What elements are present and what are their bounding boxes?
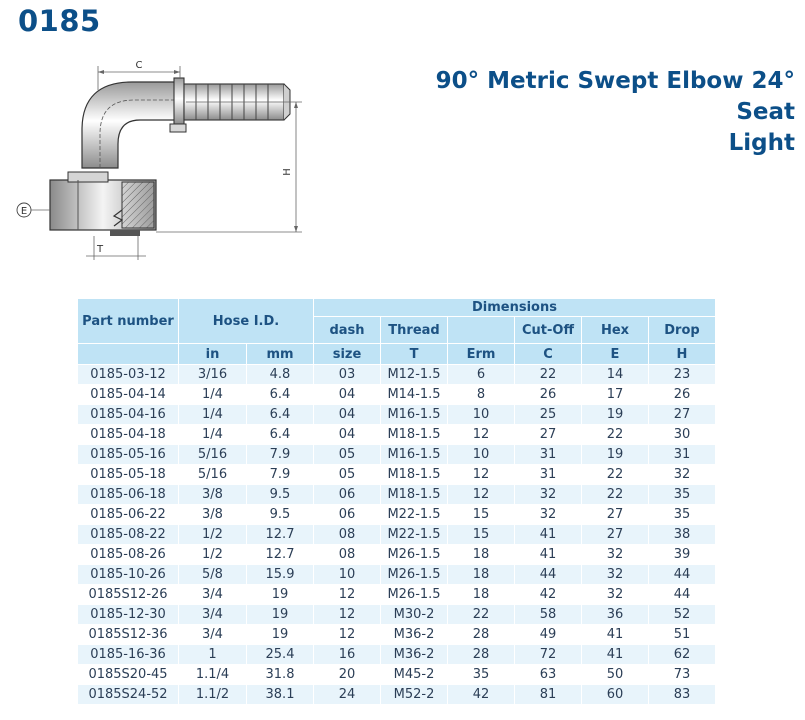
cell-hose-in: 3/4 — [179, 585, 247, 605]
cell-hose-mm: 19 — [247, 625, 314, 645]
label-t: T — [96, 244, 104, 255]
cell-thread: M14-1.5 — [381, 385, 448, 405]
cell-hose-in: 3/8 — [179, 485, 247, 505]
cell-hose-mm: 12.7 — [247, 525, 314, 545]
cell-thread: M12-1.5 — [381, 365, 448, 385]
dimension-t — [86, 236, 146, 260]
cell-hex: 32 — [582, 585, 649, 605]
cell-thread: M45-2 — [381, 665, 448, 685]
cell-dash-size: 10 — [314, 565, 381, 585]
cell-cutoff: 63 — [515, 665, 582, 685]
cell-dash-size: 16 — [314, 645, 381, 665]
label-h: H — [282, 168, 293, 176]
cell-thread: M36-2 — [381, 625, 448, 645]
cell-hex: 22 — [582, 465, 649, 485]
cell-dash-size: 08 — [314, 525, 381, 545]
table-row — [78, 565, 716, 585]
cell-thread: M26-1.5 — [381, 585, 448, 605]
cell-hose-mm: 31.8 — [247, 665, 314, 685]
cell-hose-mm: 4.8 — [247, 365, 314, 385]
dimension-e — [17, 203, 50, 217]
cell-part-number: 0185S12-26 — [78, 585, 179, 605]
cell-hose-mm: 9.5 — [247, 485, 314, 505]
cell-part-number: 0185S20-45 — [78, 665, 179, 685]
label-c: C — [135, 60, 143, 71]
cell-thread: M16-1.5 — [381, 445, 448, 465]
cell-drop: 35 — [649, 485, 716, 505]
cell-hex: 14 — [582, 365, 649, 385]
cell-dash-size: 06 — [314, 485, 381, 505]
header-hex: Hex — [582, 317, 649, 344]
cell-hose-in: 1/4 — [179, 425, 247, 445]
cell-hex: 22 — [582, 425, 649, 445]
cell-erm: 15 — [448, 525, 515, 545]
cell-part-number: 0185-12-30 — [78, 605, 179, 625]
cell-drop: 39 — [649, 545, 716, 565]
cell-hose-in: 3/8 — [179, 505, 247, 525]
cell-drop: 26 — [649, 385, 716, 405]
cell-cutoff: 81 — [515, 685, 582, 705]
table-row — [78, 625, 716, 645]
cell-part-number: 0185-04-14 — [78, 385, 179, 405]
cell-part-number: 0185-03-12 — [78, 365, 179, 385]
cell-erm: 18 — [448, 545, 515, 565]
cell-hex: 19 — [582, 405, 649, 425]
header-hose-id: Hose I.D. — [179, 299, 314, 344]
cell-erm: 8 — [448, 385, 515, 405]
cell-erm: 42 — [448, 685, 515, 705]
table-row — [78, 545, 716, 565]
cell-erm: 10 — [448, 445, 515, 465]
cell-drop: 32 — [649, 465, 716, 485]
cell-drop: 35 — [649, 505, 716, 525]
cell-hose-mm: 19 — [247, 605, 314, 625]
cell-hose-in: 1.1/4 — [179, 665, 247, 685]
cell-hose-mm: 15.9 — [247, 565, 314, 585]
table-row — [78, 465, 716, 485]
cell-hex: 50 — [582, 665, 649, 685]
cell-drop: 62 — [649, 645, 716, 665]
cell-thread: M18-1.5 — [381, 425, 448, 445]
cell-hose-in: 5/16 — [179, 465, 247, 485]
cell-drop: 23 — [649, 365, 716, 385]
cell-dash-size: 05 — [314, 465, 381, 485]
unit-dash: size — [314, 344, 381, 365]
cell-cutoff: 32 — [515, 505, 582, 525]
header-part-number: Part number — [78, 299, 179, 344]
table-row — [78, 365, 716, 385]
cell-part-number: 0185S12-36 — [78, 625, 179, 645]
cell-hex: 22 — [582, 485, 649, 505]
cell-hose-in: 1 — [179, 645, 247, 665]
cell-thread: M22-1.5 — [381, 525, 448, 545]
table-row — [78, 685, 716, 705]
cell-hose-mm: 9.5 — [247, 505, 314, 525]
elbow-body — [82, 82, 178, 168]
cell-erm: 12 — [448, 425, 515, 445]
cell-erm: 6 — [448, 365, 515, 385]
cell-erm: 18 — [448, 585, 515, 605]
cell-drop: 52 — [649, 605, 716, 625]
cell-drop: 83 — [649, 685, 716, 705]
table-row — [78, 485, 716, 505]
cell-dash-size: 12 — [314, 605, 381, 625]
cell-hose-in: 3/16 — [179, 365, 247, 385]
cell-thread: M18-1.5 — [381, 465, 448, 485]
cell-erm: 10 — [448, 405, 515, 425]
cell-dash-size: 04 — [314, 405, 381, 425]
cell-part-number: 0185S24-52 — [78, 685, 179, 705]
cell-erm: 28 — [448, 645, 515, 665]
cell-drop: 73 — [649, 665, 716, 685]
cell-cutoff: 26 — [515, 385, 582, 405]
title-line-1: 90° Metric Swept Elbow 24° Seat — [435, 68, 795, 125]
cell-drop: 51 — [649, 625, 716, 645]
hex-nut — [50, 172, 156, 236]
cell-hex: 19 — [582, 445, 649, 465]
header-erm — [448, 317, 515, 344]
table-row — [78, 605, 716, 625]
cell-dash-size: 05 — [314, 445, 381, 465]
cell-cutoff: 32 — [515, 485, 582, 505]
cell-hose-in: 1/2 — [179, 525, 247, 545]
cell-erm: 12 — [448, 465, 515, 485]
cell-erm: 22 — [448, 605, 515, 625]
cell-hose-mm: 6.4 — [247, 385, 314, 405]
cell-part-number: 0185-04-18 — [78, 425, 179, 445]
table-row — [78, 385, 716, 405]
unit-thread: T — [381, 344, 448, 365]
cell-cutoff: 31 — [515, 465, 582, 485]
cell-thread: M26-1.5 — [381, 545, 448, 565]
cell-hex: 41 — [582, 645, 649, 665]
unit-hex: E — [582, 344, 649, 365]
cell-cutoff: 41 — [515, 525, 582, 545]
unit-part-number — [78, 344, 179, 365]
cell-hose-mm: 12.7 — [247, 545, 314, 565]
cell-thread: M26-1.5 — [381, 565, 448, 585]
unit-erm: Erm — [448, 344, 515, 365]
cell-part-number: 0185-10-26 — [78, 565, 179, 585]
unit-cutoff: C — [515, 344, 582, 365]
cell-thread: M30-2 — [381, 605, 448, 625]
cell-hex: 32 — [582, 565, 649, 585]
product-title — [375, 66, 795, 159]
cell-hose-in: 5/16 — [179, 445, 247, 465]
cell-hose-mm: 38.1 — [247, 685, 314, 705]
cell-thread: M16-1.5 — [381, 405, 448, 425]
table-row — [78, 425, 716, 445]
header-dimensions: Dimensions — [314, 299, 716, 317]
cell-part-number: 0185-05-16 — [78, 445, 179, 465]
cell-cutoff: 27 — [515, 425, 582, 445]
cell-dash-size: 20 — [314, 665, 381, 685]
cell-hex: 17 — [582, 385, 649, 405]
cell-erm: 15 — [448, 505, 515, 525]
cell-part-number: 0185-08-26 — [78, 545, 179, 565]
table-row — [78, 505, 716, 525]
cell-drop: 44 — [649, 585, 716, 605]
cell-cutoff: 44 — [515, 565, 582, 585]
cell-part-number: 0185-16-36 — [78, 645, 179, 665]
cell-hose-mm: 7.9 — [247, 465, 314, 485]
cell-dash-size: 04 — [314, 385, 381, 405]
cell-drop: 31 — [649, 445, 716, 465]
cell-part-number: 0185-08-22 — [78, 525, 179, 545]
cell-thread: M36-2 — [381, 645, 448, 665]
cell-part-number: 0185-05-18 — [78, 465, 179, 485]
cell-hose-mm: 7.9 — [247, 445, 314, 465]
unit-mm: mm — [247, 344, 314, 365]
cell-drop: 30 — [649, 425, 716, 445]
cell-hex: 27 — [582, 505, 649, 525]
cell-erm: 12 — [448, 485, 515, 505]
table-row — [78, 645, 716, 665]
dimensions-table — [77, 298, 716, 705]
cell-cutoff: 25 — [515, 405, 582, 425]
table-row — [78, 585, 716, 605]
cell-dash-size: 12 — [314, 585, 381, 605]
unit-in: in — [179, 344, 247, 365]
unit-drop: H — [649, 344, 716, 365]
cell-dash-size: 08 — [314, 545, 381, 565]
cell-hex: 32 — [582, 545, 649, 565]
cell-cutoff: 22 — [515, 365, 582, 385]
cell-hex: 27 — [582, 525, 649, 545]
cell-dash-size: 04 — [314, 425, 381, 445]
cell-hose-mm: 19 — [247, 585, 314, 605]
cell-part-number: 0185-04-16 — [78, 405, 179, 425]
table-row — [78, 525, 716, 545]
header-cutoff: Cut-Off — [515, 317, 582, 344]
cell-hose-in: 1/4 — [179, 385, 247, 405]
cell-hose-in: 3/4 — [179, 605, 247, 625]
header-drop: Drop — [649, 317, 716, 344]
cell-drop: 44 — [649, 565, 716, 585]
cell-thread: M22-1.5 — [381, 505, 448, 525]
cell-cutoff: 41 — [515, 545, 582, 565]
fitting-technical-drawing — [10, 60, 310, 270]
cell-cutoff: 49 — [515, 625, 582, 645]
cell-part-number: 0185-06-22 — [78, 505, 179, 525]
cell-dash-size: 06 — [314, 505, 381, 525]
cell-part-number: 0185-06-18 — [78, 485, 179, 505]
cell-hose-in: 1/4 — [179, 405, 247, 425]
cell-cutoff: 42 — [515, 585, 582, 605]
cell-hex: 60 — [582, 685, 649, 705]
cell-thread: M52-2 — [381, 685, 448, 705]
cell-dash-size: 24 — [314, 685, 381, 705]
cell-cutoff: 58 — [515, 605, 582, 625]
cell-dash-size: 03 — [314, 365, 381, 385]
cell-erm: 28 — [448, 625, 515, 645]
product-code: 0185 — [18, 4, 101, 38]
cell-hose-in: 3/4 — [179, 625, 247, 645]
cell-cutoff: 31 — [515, 445, 582, 465]
cell-erm: 35 — [448, 665, 515, 685]
cell-hose-in: 1/2 — [179, 545, 247, 565]
header-thread: Thread — [381, 317, 448, 344]
cell-hose-mm: 6.4 — [247, 405, 314, 425]
label-e: E — [20, 206, 28, 217]
table-row — [78, 405, 716, 425]
collar — [174, 78, 184, 124]
cell-cutoff: 72 — [515, 645, 582, 665]
table-row — [78, 445, 716, 465]
table-body — [78, 365, 716, 705]
cell-hose-in: 5/8 — [179, 565, 247, 585]
cell-hex: 36 — [582, 605, 649, 625]
cell-drop: 38 — [649, 525, 716, 545]
cell-drop: 27 — [649, 405, 716, 425]
cell-hose-in: 1.1/2 — [179, 685, 247, 705]
cell-thread: M18-1.5 — [381, 485, 448, 505]
cell-dash-size: 12 — [314, 625, 381, 645]
table-row — [78, 665, 716, 685]
cell-erm: 18 — [448, 565, 515, 585]
cell-hose-mm: 25.4 — [247, 645, 314, 665]
cell-hose-mm: 6.4 — [247, 425, 314, 445]
title-line-2: Light — [728, 130, 795, 156]
header-dash: dash — [314, 317, 381, 344]
cell-hex: 41 — [582, 625, 649, 645]
